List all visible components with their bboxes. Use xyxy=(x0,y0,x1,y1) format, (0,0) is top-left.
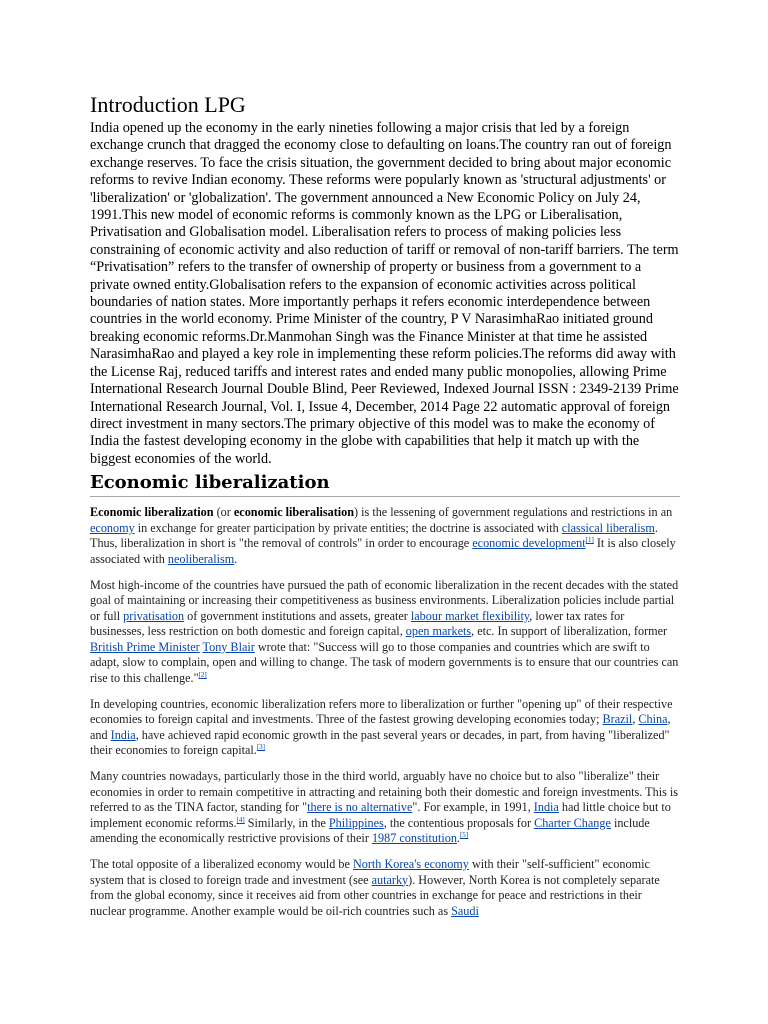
link-labour-market-flexibility[interactable]: labour market flexibility xyxy=(410,608,530,623)
intro-heading: Introduction LPG xyxy=(90,92,246,117)
article-body xyxy=(90,505,680,919)
link-classical-liberalism[interactable]: classical liberalism xyxy=(561,520,655,535)
citation-4[interactable]: [4] xyxy=(236,815,245,824)
link-economic-development[interactable]: economic development xyxy=(472,536,586,551)
link-privatisation[interactable]: privatisation xyxy=(123,608,185,623)
paragraph-opposite-economy: The total opposite of a liberalized economy would be North Korea's economy with their "self-sufficient" economic system that is closed to foreign trade and investment (see autarky). However, North Korea is not completely separate from the global economy, since it receives aid from other countries in exchange for peace and restrictions in their nuclear programme. Another example would be oil-rich countries such as Saudi xyxy=(90,857,660,918)
link-brazil[interactable]: Brazil xyxy=(602,712,633,727)
section-heading: Economic liberalization xyxy=(90,472,680,497)
link-1987-constitution[interactable]: 1987 constitution xyxy=(371,831,457,846)
citation-2[interactable]: [2] xyxy=(198,671,207,679)
term-bold: Economic liberalization xyxy=(90,505,214,520)
citation-5[interactable]: [5] xyxy=(459,831,469,840)
paragraph-high-income: Most high-income of the countries have pursued the path of economic liberalization in the recent decades with the stated goal of maintaining or increasing their competitiveness as business environments. Liberalization policies include partial or full privatisation of government institutions and assets, greater labour market flexibility, lower tax rates for businesses, less restriction on both domestic and foreign capital, open markets, etc. In support of liberalization, former British Prime Minister Tony Blair wrote that: "Success will go to those companies and countries which are swift to adapt, slow to complain, open and willing to change. The task of modern governments is to ensure that our countries can rise to this challenge."[2] xyxy=(90,577,679,686)
link-british-prime-minister[interactable]: British Prime Minister xyxy=(90,639,200,654)
link-tony-blair[interactable]: Tony Blair xyxy=(202,639,255,654)
link-north-korea-economy[interactable]: North Korea's economy xyxy=(352,857,469,871)
link-india-reforms[interactable]: India xyxy=(533,800,559,815)
paragraph-definition: Economic liberalization (or economic liberalisation) is the lessening of government regulations and restrictions in an economy in exchange for greater participation by private entities; the doctrine is associated with classical liberalism. Thus, liberalization in short is "the removal of controls" in order to encourage economic development[1] It is also closely associated with neoliberalism. xyxy=(90,505,676,566)
link-economy[interactable]: economy xyxy=(90,520,135,535)
paragraph-tina-factor: Many countries nowadays, particularly those in the third world, arguably have no choice but to also "liberalize" their economies in order to remain competitive in attracting and retaining both their domestic and foreign investments. This is referred to as the TINA factor, standing for "there is no alternative". For example, in 1991, India had little choice but to implement economic reforms.[4] Similarly, in the Philippines, the contentious proposals for Charter Change include amending the economically restrictive provisions of their 1987 constitution.[5] xyxy=(90,769,679,846)
intro-paragraph: India opened up the economy in the early nineties following a major crisis that led by a foreign exchange crunch that dragged the economy close to defaulting on loans.The country ran out of foreign exchange reserves. To face the crisis situation, the government decided to bring about major economic reforms to revive Indian economy. These reforms were popularly known as 'structural adjustments' or 'liberalization' or 'globalization'. The government announced a New Economic Policy on July 24, 1991.This new model of economic reforms is commonly known as the LPG or Liberalisation, Privatisation and Globalisation model. Liberalisation refers to process of making policies less constraining of economic activity and also reduction of tariff or removal of non-tariff barriers. The term “Privatisation” refers to the transfer of ownership of property or business from a government to a private owned entity.Globalisation refers to the expansion of economic activities across political boundaries of nation states. More importantly perhaps it refers economic interdependence between countries in the world economy. Prime Minister of the country, P V NarasimhaRao initiated ground breaking economic reforms.Dr.Manmohan Singh was the Finance Minister at that time he assisted NarasimhaRao and played a key role in implementing these reform policies.The reforms did away with the License Raj, reduced tariffs and interest rates and ended many public monopolies, allowing Prime International Research Journal Double Blind, Peer Reviewed, Indexed Journal ISSN : 2349-2139 Prime International Research Journal, Vol. I, Issue 4, December, 2014 Page 22 automatic approval of foreign direct investment in many sectors.The primary objective of this model was to make the economy of India the fastest developing economy in the globe with capabilities that help it match up with the biggest economies of the world. xyxy=(90,120,679,467)
link-philippines[interactable]: Philippines xyxy=(328,815,384,830)
term-bold-alt: economic liberalisation xyxy=(233,505,355,520)
link-autarky[interactable]: autarky xyxy=(371,872,409,887)
document-content xyxy=(90,92,680,929)
link-china[interactable]: China xyxy=(638,712,668,727)
paragraph-developing-countries: In developing countries, economic liberalization refers more to liberalization or further "opening up" of their respective economies to foreign capital and investments. Three of the fastest growing developing economies today; Brazil, China, and India, have achieved rapid economic growth in the past several years or decades, in part, from having "liberalized" their economies to foreign capital.[3] xyxy=(90,696,673,758)
link-neoliberalism[interactable]: neoliberalism xyxy=(167,551,235,566)
link-open-markets[interactable]: open markets xyxy=(405,624,472,639)
citation-3[interactable]: [3] xyxy=(256,743,266,752)
citation-1[interactable]: [1] xyxy=(585,536,594,545)
link-saudi[interactable]: Saudi xyxy=(451,903,479,918)
link-india[interactable]: India xyxy=(110,727,136,742)
link-charter-change[interactable]: Charter Change xyxy=(534,815,611,830)
link-there-is-no-alternative[interactable]: there is no alternative xyxy=(307,800,413,815)
